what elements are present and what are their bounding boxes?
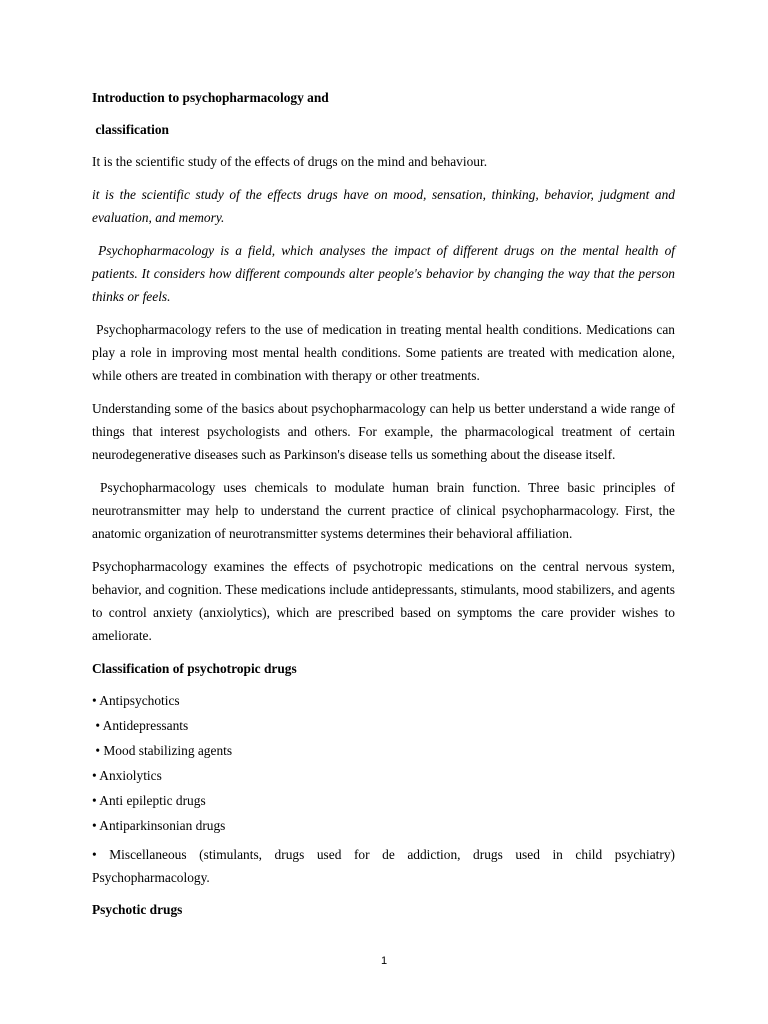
list-item: • Antiparkinsonian drugs [92, 818, 226, 833]
document-page [92, 86, 679, 921]
list-item: • Anxiolytics [92, 768, 162, 783]
paragraph-definition: It is the scientific study of the effects of drugs on the mind and behaviour. [92, 154, 488, 169]
psychotic-drugs-heading: Psychotic drugs [92, 902, 183, 917]
list-item: • Antipsychotics [92, 693, 180, 708]
title-line-2: classification [92, 122, 170, 137]
paragraph-field-description: Psychopharmacology is a field, which analyses the impact of different drugs on the mental health of patients. It considers how different compounds alter people's behavior by changing the way that the person thinks or feels. [92, 243, 679, 304]
paragraph-basics: Understanding some of the basics about psychopharmacology can help us better understand a wide range of things that interest psychologists and others. For example, the pharmacological treatment of certain neurodegenerative diseases such as Parkinson's disease tells us something about the disease itself. [92, 401, 679, 462]
list-item: • Mood stabilizing agents [92, 743, 233, 758]
list-item: • Anti epileptic drugs [92, 793, 206, 808]
list-item: • Antidepressants [92, 718, 189, 733]
paragraph-medication-use: Psychopharmacology refers to the use of medication in treating mental health conditions. Medications can play a role in improving most mental health conditions. Some patients are treated with medication alone, while others are treated in combination with therapy or other treatments. [92, 322, 679, 383]
drug-classification-list [92, 689, 679, 889]
title-line-1: Introduction to psychopharmacology and [92, 90, 329, 105]
paragraph-brain-function: Psychopharmacology uses chemicals to modulate human brain function. Three basic principles of neurotransmitter may help to understand the current practice of clinical psychopharmacology. First, the anatomic organization of neurotransmitter systems determines their behavioral affiliation. [92, 480, 679, 541]
paragraph-definition-italic: it is the scientific study of the effects drugs have on mood, sensation, thinking, behavior, judgment and evaluation, and memory. [92, 187, 679, 225]
list-item: • Miscellaneous (stimulants, drugs used for de addiction, drugs used in child psychiatry) Psychopharmacology. [92, 847, 679, 885]
page-number: 1 [380, 955, 388, 967]
paragraph-psychotropic-effects: Psychopharmacology examines the effects of psychotropic medications on the central nervous system, behavior, and cognition. These medications include antidepressants, stimulants, mood stabilizers, and agents to control anxiety (anxiolytics), which are prescribed based on symptoms the care provider wishes to ameliorate. [92, 559, 679, 643]
classification-heading: Classification of psychotropic drugs [92, 661, 297, 676]
